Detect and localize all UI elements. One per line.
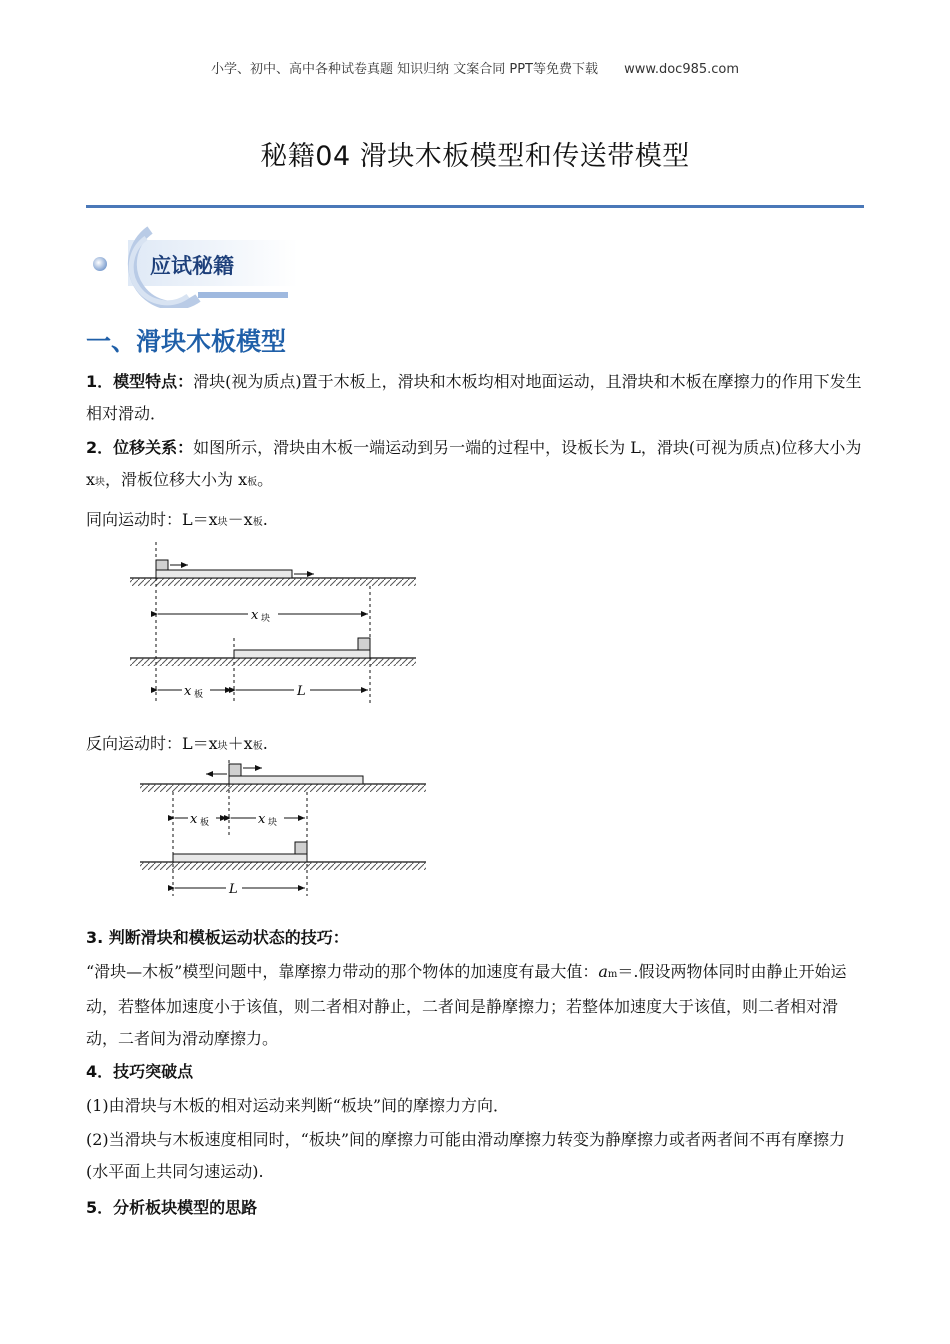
label-L: L xyxy=(229,882,238,897)
section-heading: 一、滑块木板模型 xyxy=(86,327,287,356)
label-board-sub: 板 xyxy=(194,690,204,700)
same-direction-diagram xyxy=(120,538,430,708)
formula-text: 同向运动时：L＝x xyxy=(86,510,218,529)
paragraph-label: 4．技巧突破点 xyxy=(86,1062,194,1081)
symbol-a: a xyxy=(598,962,608,981)
label-x-board: x xyxy=(184,684,192,699)
subscript: m xyxy=(607,969,618,980)
banner-label: 应试秘籍 xyxy=(150,254,234,278)
paragraph-model-features xyxy=(86,366,866,430)
header-text: 小学、初中、高中各种试卷真题 知识归纳 文案合同 PPT等免费下载 xyxy=(210,62,598,77)
paragraph-label: 5．分析板块模型的思路 xyxy=(86,1198,258,1217)
opposite-direction-formula xyxy=(86,732,866,759)
paragraph-text: “滑块—木板”模型问题中，靠摩擦力带动的那个物体的加速度有最大值： xyxy=(86,962,599,981)
formula-text: －x xyxy=(227,510,253,529)
paragraph-text: ＝.假设两物体同时由静止开始运动，若整体加速度小于该值，则二者相对静止，二者间是静摩擦力；若整体加速度大于该值，则二者相对滑动，二者间为滑动摩擦力。 xyxy=(86,962,847,1048)
subscript: 块 xyxy=(217,517,228,528)
formula-text: . xyxy=(262,510,268,529)
label-board-sub: 板 xyxy=(200,818,210,828)
subscript: 板 xyxy=(247,477,258,488)
document-title: 秘籍04 滑块木板模型和传送带模型 xyxy=(260,141,690,172)
paragraph-displacement xyxy=(86,432,866,499)
page-header xyxy=(0,58,950,77)
paragraph-label: 3. 判断滑块和模板运动状态的技巧： xyxy=(86,928,349,947)
formula-text: . xyxy=(262,734,268,753)
subscript: 块 xyxy=(217,741,228,752)
paragraph-technique-heading xyxy=(86,922,866,954)
paragraph-text: 。 xyxy=(257,470,274,489)
paragraph-text: 如图所示，滑块由木板一端运动到另一端的过程中，设板长为 L，滑块(可视为质点)位移大小为 x xyxy=(86,438,862,489)
label-L: L xyxy=(297,684,306,699)
paragraph-text: ，滑板位移大小为 x xyxy=(105,470,248,489)
paragraph-breakthrough-heading xyxy=(86,1056,866,1088)
list-item: (2)当滑块与木板速度相同时，“板块”间的摩擦力可能由滑动摩擦力转变为静摩擦力或者两者间不再有摩擦力(水平面上共同匀速运动). xyxy=(86,1130,846,1181)
paragraph-label: 2．位移关系： xyxy=(86,438,194,457)
paragraph-text: 滑块(视为质点)置于木板上，滑块和木板均相对地面运动，且滑块和木板在摩擦力的作用下发生相对滑动． xyxy=(86,372,862,423)
label-block-sub: 块 xyxy=(268,818,278,828)
label-x-board: x xyxy=(190,812,198,827)
list-item: (1)由滑块与木板的相对运动来判断“板块”间的摩擦力方向． xyxy=(86,1096,510,1115)
same-direction-formula xyxy=(86,508,866,535)
paragraph-technique xyxy=(86,956,866,1055)
title-divider xyxy=(86,205,864,208)
subscript: 块 xyxy=(95,477,106,488)
opposite-direction-diagram xyxy=(130,756,440,900)
label-block-sub: 块 xyxy=(261,614,271,624)
subscript: 板 xyxy=(252,741,263,752)
subscript: 板 xyxy=(252,517,263,528)
formula-text: 反向运动时：L＝x xyxy=(86,734,218,753)
formula-text: ＋x xyxy=(227,734,253,753)
paragraph-analysis-heading xyxy=(86,1192,866,1224)
paragraph-label: 1．模型特点： xyxy=(86,372,194,391)
header-url[interactable]: www.doc985.com xyxy=(624,62,740,77)
label-x-block: x xyxy=(251,608,259,623)
label-x-block: x xyxy=(258,812,266,827)
